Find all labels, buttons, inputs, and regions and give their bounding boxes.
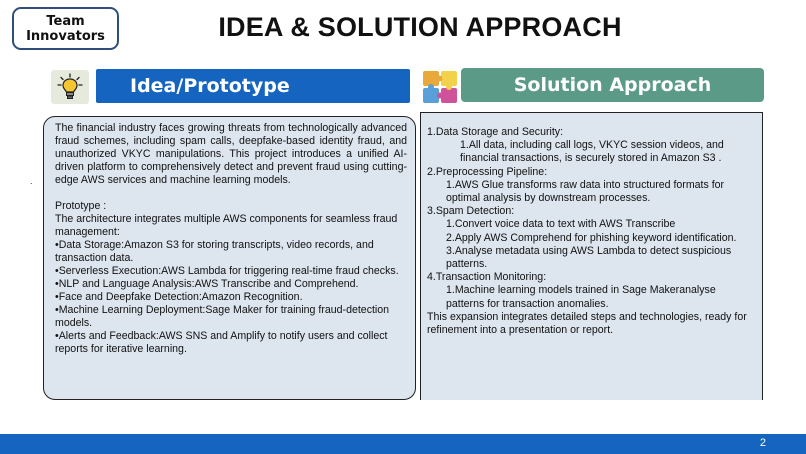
bullet-dot: . xyxy=(30,176,33,186)
page-number: 2 xyxy=(759,437,766,449)
section-title: 2.Preprocessing Pipeline: xyxy=(427,165,548,178)
prototype-line: •NLP and Language Analysis:AWS Transcribe and Comprehend. xyxy=(55,278,359,290)
idea-prototype-panel xyxy=(43,116,416,400)
prototype-heading: Prototype : xyxy=(55,200,107,212)
section-title: 3.Spam Detection: xyxy=(427,205,515,218)
step-item: 1.Machine learning models trained in Sage Makeranalyse patterns for transaction anomalies. xyxy=(446,284,716,310)
section-title: 1.Data Storage and Security: xyxy=(427,126,564,138)
prototype-line: The architecture integrates multiple AWS components for seamless fraud management: xyxy=(55,213,398,238)
step-item: 2.Apply AWS Comprehend for phishing keyword identification. xyxy=(446,231,737,244)
closing-paragraph: This expansion integrates detailed steps and technologies, ready for refinement into a presentation or report. xyxy=(427,310,747,337)
team-label-line1: Team xyxy=(46,13,85,29)
team-badge xyxy=(12,7,119,50)
prototype-line: •Serverless Execution:AWS Lambda for triggering real-time fraud checks. xyxy=(55,265,399,277)
section-title: 4.Transaction Monitoring: xyxy=(427,271,547,284)
step-item: 1.AWS Glue transforms raw data into structured formats for optimal analysis by downstream processes. xyxy=(446,178,725,205)
page-title: IDEA & SOLUTION APPROACH xyxy=(218,12,622,42)
step-item: 1.Convert voice data to text with AWS Transcribe xyxy=(446,218,676,231)
prototype-line: •Alerts and Feedback:AWS SNS and Amplify to notify users and collect reports for iterative learning. xyxy=(55,330,388,355)
prototype-line: •Machine Learning Deployment:Sage Maker for training fraud-detection models. xyxy=(55,304,390,329)
prototype-line: •Face and Deepfake Detection:Amazon Recognition. xyxy=(55,291,303,303)
footer-bar xyxy=(0,434,806,454)
step-item: 1.All data, including call logs, VKYC session videos, and financial transactions, is securely stored in Amazon S3 . xyxy=(460,139,724,165)
idea-prototype-header: Idea/Prototype xyxy=(96,69,410,103)
team-label-line2: Innovators xyxy=(26,28,105,44)
prototype-line: •Data Storage:Amazon S3 for storing transcripts, video records, and transaction data. xyxy=(55,239,374,264)
intro-paragraph: The financial industry faces growing threats from technologically advanced fraud schemes, including spam calls, deepfake-based identity fraud, and unauthorized VKYC manipulations. This project introduces a unified AI-driven platform to comprehensively detect and prevent fraud using cutting-edge AWS services and machine learning models. xyxy=(55,122,407,186)
lightbulb-icon xyxy=(51,70,89,104)
puzzle-icon xyxy=(421,70,459,104)
solution-approach-header: Solution Approach xyxy=(461,68,764,102)
solution-approach-panel xyxy=(420,112,763,400)
step-item: 3.Analyse metadata using AWS Lambda to detect suspicious patterns. xyxy=(446,244,732,271)
